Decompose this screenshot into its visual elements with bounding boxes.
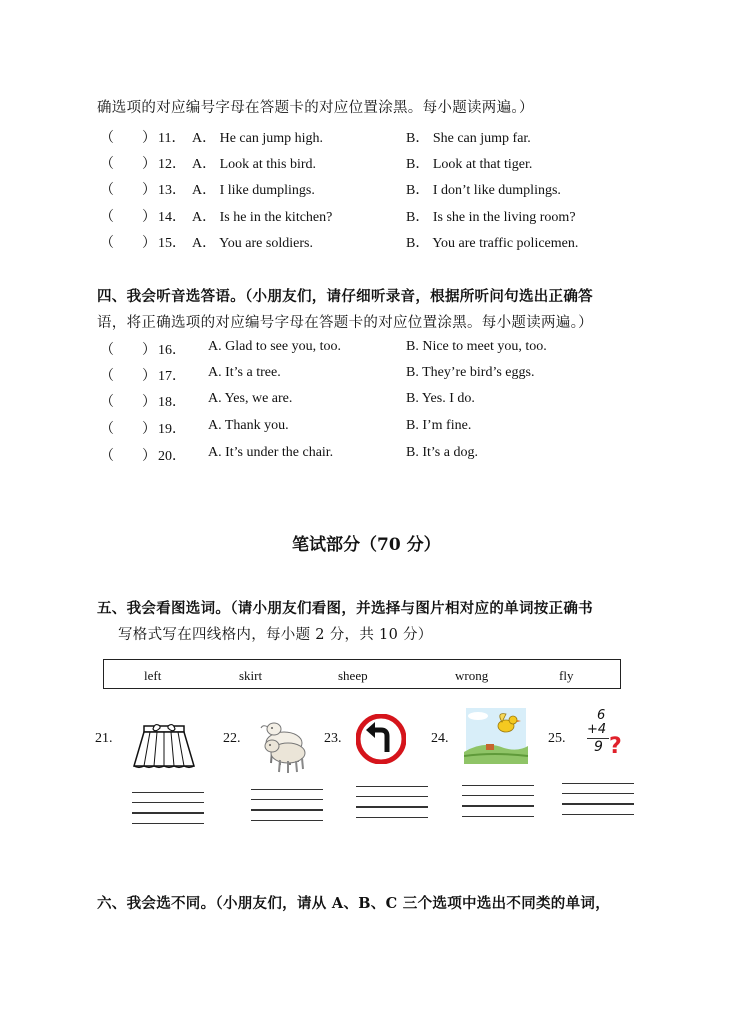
option-b: B． Is she in the living room? [406, 210, 576, 225]
picture-number-22: 22. [223, 731, 241, 746]
option-a: A. Thank you. [208, 418, 289, 433]
option-b: B. They’re bird’s eggs. [406, 365, 535, 380]
wrong-sum-icon: 6 +4 9 ? [587, 708, 622, 759]
question-row-13: （ ） 13． A． I like dumplings. B． I don’t like dumplings. [100, 179, 660, 199]
option-a: A. Glad to see you, too. [208, 339, 341, 354]
option-a: A． You are soldiers. [192, 236, 313, 251]
option-b: B． She can jump far. [406, 131, 531, 146]
question-row-19: （ ） 19． A. Thank you. B. I’m fine. [100, 418, 472, 437]
option-a: A. Yes, we are. [208, 391, 293, 406]
writing-grid-21[interactable] [132, 792, 204, 833]
word-bank-item: left [144, 668, 162, 683]
written-part-heading: 笔试部分（70 分） [292, 535, 441, 555]
option-a: A． Look at this bird. [192, 157, 317, 172]
question-row-18: （ ） 18． A. Yes, we are. B. Yes. I do. [100, 391, 475, 410]
writing-grid-23[interactable] [356, 786, 428, 827]
word-bank-item: skirt [239, 668, 263, 683]
writing-grid-22[interactable] [251, 789, 323, 830]
word-bank-box [103, 659, 621, 689]
section5-instruction-line2: 写格式写在四线格内，每小题 2 分，共 10 分） [118, 627, 433, 643]
picture-number-25: 25. [548, 731, 566, 746]
option-b: B． Look at that tiger. [406, 157, 533, 172]
word-bank-item: sheep [338, 668, 368, 683]
red-question-mark-icon: ? [609, 734, 622, 759]
question-row-12: （ ） 12． A． Look at this bird. B． Look at that tiger. [100, 153, 660, 173]
option-b: B. Yes. I do. [406, 391, 475, 406]
option-b: B. I’m fine. [406, 418, 472, 433]
option-a: A. It’s a tree. [208, 365, 281, 380]
question-row-20: （ ） 20． A. It’s under the chair. B. It’s a dog. [100, 445, 478, 464]
option-a: A． Is he in the kitchen? [192, 210, 333, 225]
section3-instruction-tail: 确选项的对应编号字母在答题卡的对应位置涂黑。每小题读两遍。） [97, 100, 534, 116]
section4-instruction-line2: 语，将正确选项的对应编号字母在答题卡的对应位置涂黑。每小题读两遍。） [97, 315, 593, 331]
question-row-11: （ ） 11． A． He can jump high. B． She can jump far. [100, 127, 660, 147]
option-a: A． He can jump high. [192, 131, 324, 146]
picture-number-21: 21. [95, 731, 113, 746]
no-left-turn-sign-icon [356, 714, 406, 764]
picture-number-24: 24. [431, 731, 449, 746]
option-b: B． I don’t like dumplings. [406, 183, 561, 198]
option-b: B. It’s a dog. [406, 445, 478, 460]
option-a: A． I like dumplings. [192, 183, 315, 198]
option-b: B． You are traffic policemen. [406, 236, 579, 251]
skirt-icon [130, 722, 198, 770]
section4-instruction-line1: 四、我会听音选答语。（小朋友们，请仔细听录音，根据所听问句选出正确答 [97, 288, 593, 305]
writing-grid-25[interactable] [562, 783, 634, 824]
writing-grid-24[interactable] [462, 785, 534, 826]
section5-instruction-line1: 五、我会看图选词。（请小朋友们看图，并选择与图片相对应的单词按正确书 [97, 600, 593, 617]
word-bank-item: fly [559, 668, 574, 683]
question-row-17: （ ） 17． A. It’s a tree. B. They’re bird’s eggs. [100, 365, 535, 384]
sheep-icon [252, 715, 316, 775]
picture-number-23: 23. [324, 731, 342, 746]
question-row-15: （ ） 15． A． You are soldiers. B． You are traffic policemen. [100, 232, 660, 252]
option-a: A. It’s under the chair. [208, 445, 334, 460]
question-row-16: （ ） 16． A. Glad to see you, too. B. Nice to meet you, too. [100, 339, 547, 358]
section6-instruction-line1: 六、我会选不同。（小朋友们，请从 A、B、C 三个选项中选出不同类的单词， [97, 895, 610, 912]
option-b: B. Nice to meet you, too. [406, 339, 547, 354]
flying-bird-icon [464, 706, 528, 764]
question-row-14: （ ） 14． A． Is he in the kitchen? B． Is she in the living room? [100, 206, 660, 226]
word-bank-item: wrong [455, 668, 489, 683]
